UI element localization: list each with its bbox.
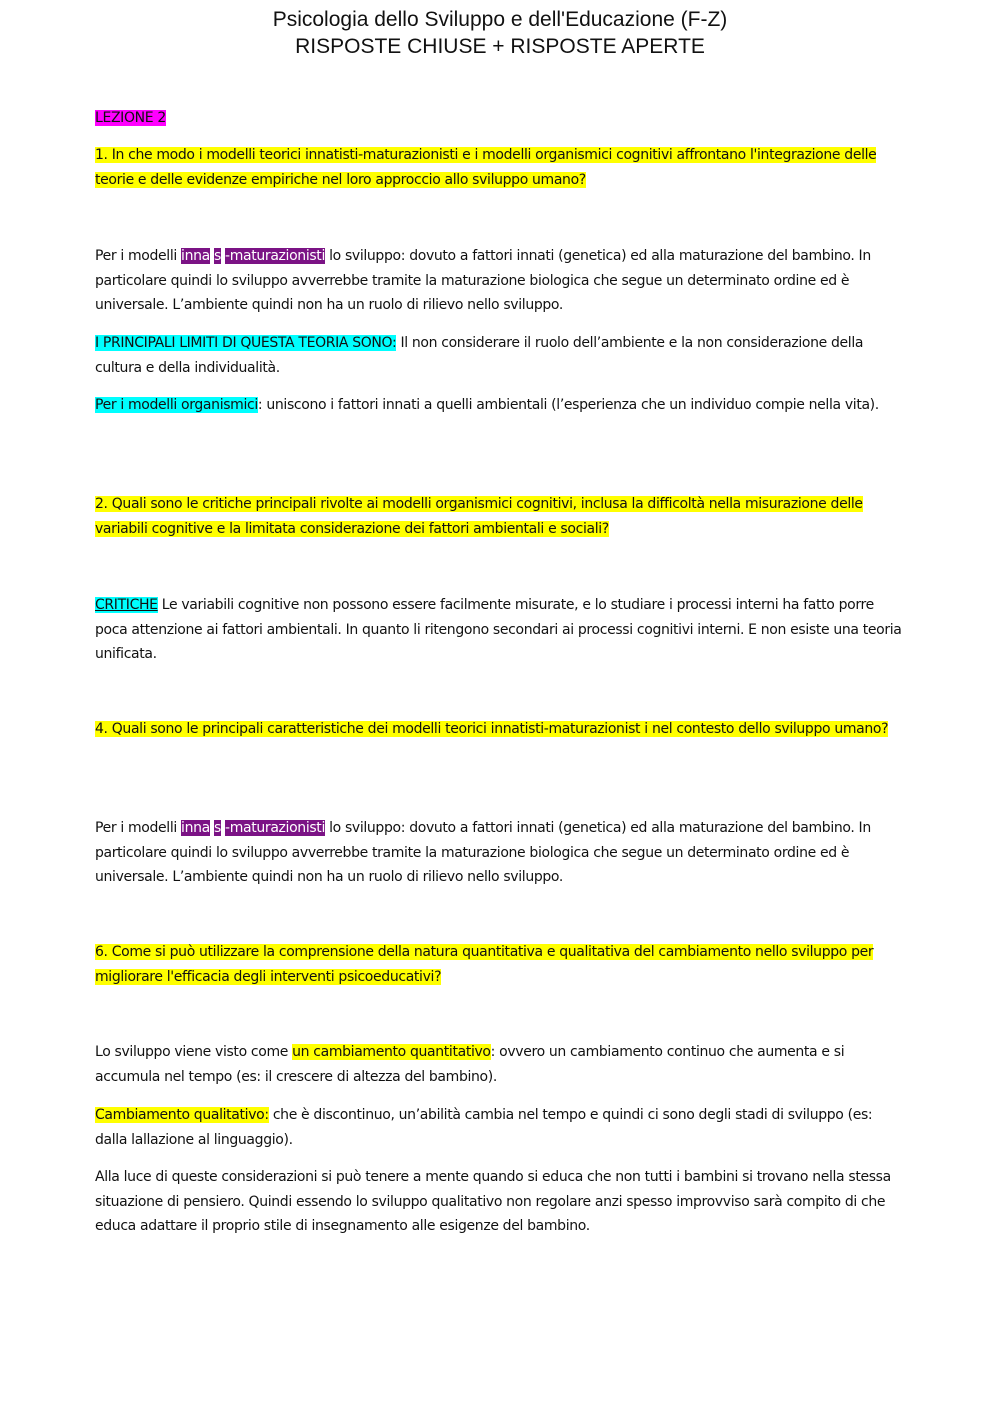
answer-1-paragraph — [95, 244, 907, 318]
document-title — [0, 6, 1000, 60]
answer-1-rest: lo sviluppo: dovuto a fattori innati (genetica) ed alla maturazione del bambino. In particolare quindi lo sviluppo avverrebbe tramite la maturazione biologica che segue un determinato ordine ed è universale. L’ambiente quindi non ha un ruolo di rilievo nello sviluppo. — [95, 248, 871, 313]
organismic-text: : uniscono i fattori innati a quelli ambientali (l’esperienza che un individuo compie nella vita). — [257, 397, 879, 413]
question-1 — [95, 143, 907, 192]
question-6-text: 6. Come si può utilizzare la comprensione della natura quantitativa e qualitativa del cambiamento nello sviluppo per migliorare l'efficacia degli interventi psicoeducativi? — [95, 944, 874, 985]
answer-1-highlight-2: s — [213, 248, 221, 264]
answer-4-paragraph — [95, 816, 907, 890]
organismic-paragraph — [95, 393, 907, 418]
answer-4-highlight-3: -maturazionisti — [225, 820, 325, 836]
organismic-label: Per i modelli organismici — [95, 397, 258, 413]
answer-4-highlight-1: inna — [181, 820, 210, 836]
answer-4-highlight-2: s — [213, 820, 221, 836]
quantitative-paragraph — [95, 1040, 907, 1089]
qualitative-rest: che è discontinuo, un’abilità cambia nel tempo e quindi ci sono degli stadi di sviluppo (es: dalla lallazione al linguaggio). — [95, 1107, 873, 1148]
conclusion-text: Alla luce di queste considerazioni si può tenere a mente quando si educa che non tutti i bambini si trovano nella stessa situazione di pensiero. Quindi essendo lo sviluppo qualitativo non regolare anzi spesso improvviso sarà compito di che educa adattare il proprio stile di insegnamento alle esigenze del bambino. — [95, 1169, 891, 1234]
answer-4-prefix: Per i modelli — [95, 820, 182, 836]
limits-paragraph — [95, 331, 907, 380]
qualitative-paragraph — [95, 1103, 907, 1152]
answer-1-highlight-1: inna — [181, 248, 210, 264]
question-1-text: 1. In che modo i modelli teorici innatisti-maturazionisti e i modelli organismici cognitivi affrontano l'integrazione delle teorie e delle evidenze empiriche nel loro approccio allo sviluppo umano? — [95, 147, 877, 188]
quantitative-highlight: un cambiamento quantitativo — [292, 1044, 491, 1060]
answer-4-rest: lo sviluppo: dovuto a fattori innati (genetica) ed alla maturazione del bambino. In particolare quindi lo sviluppo avverrebbe tramite la maturazione biologica che segue un determinato ordine ed è universale. L’ambiente quindi non ha un ruolo di rilievo nello sviluppo. — [95, 820, 871, 885]
quantitative-rest: : ovvero un cambiamento continuo che aumenta e si accumula nel tempo (es: il crescere di altezza del bambino). — [95, 1044, 845, 1085]
question-2-text: 2. Quali sono le critiche principali rivolte ai modelli organismici cognitivi, inclusa la difficoltà nella misurazione delle variabili cognitive e la limitata considerazione dei fattori ambientali e sociali? — [95, 496, 863, 537]
conclusion-paragraph — [95, 1165, 907, 1239]
critiques-text: Le variabili cognitive non possono essere facilmente misurate, e lo studiare i processi interni ha fatto porre poca attenzione ai fattori ambientali. In quanto li ritengono secondari ai processi cognitivi interni. E non esiste una teoria unificata. — [95, 597, 902, 662]
answer-1-highlight-3: -maturazionisti — [225, 248, 325, 264]
critiques-label: CRITICHE — [95, 597, 158, 613]
lesson-label — [95, 106, 907, 131]
limits-text: Il non considerare il ruolo dell’ambiente e la non considerazione della cultura e della individualità. — [95, 335, 864, 376]
lesson-label-text: LEZIONE 2 — [95, 110, 166, 126]
limits-label: I PRINCIPALI LIMITI DI QUESTA TEORIA SONO: — [95, 335, 397, 351]
question-2 — [95, 492, 907, 541]
quantitative-prefix: Lo sviluppo viene visto come — [95, 1044, 293, 1060]
question-4 — [95, 717, 907, 742]
critiques-paragraph — [95, 593, 907, 667]
title-line-2: RISPOSTE CHIUSE + RISPOSTE APERTE — [295, 35, 705, 58]
question-6 — [95, 940, 907, 989]
answer-1-prefix: Per i modelli — [95, 248, 182, 264]
qualitative-highlight: Cambiamento qualitativo: — [95, 1107, 269, 1123]
title-line-1: Psicologia dello Sviluppo e dell'Educazione (F-Z) — [272, 8, 728, 31]
question-4-text: 4. Quali sono le principali caratteristiche dei modelli teorici innatisti-maturazionist i nel contesto dello sviluppo umano? — [95, 721, 889, 737]
